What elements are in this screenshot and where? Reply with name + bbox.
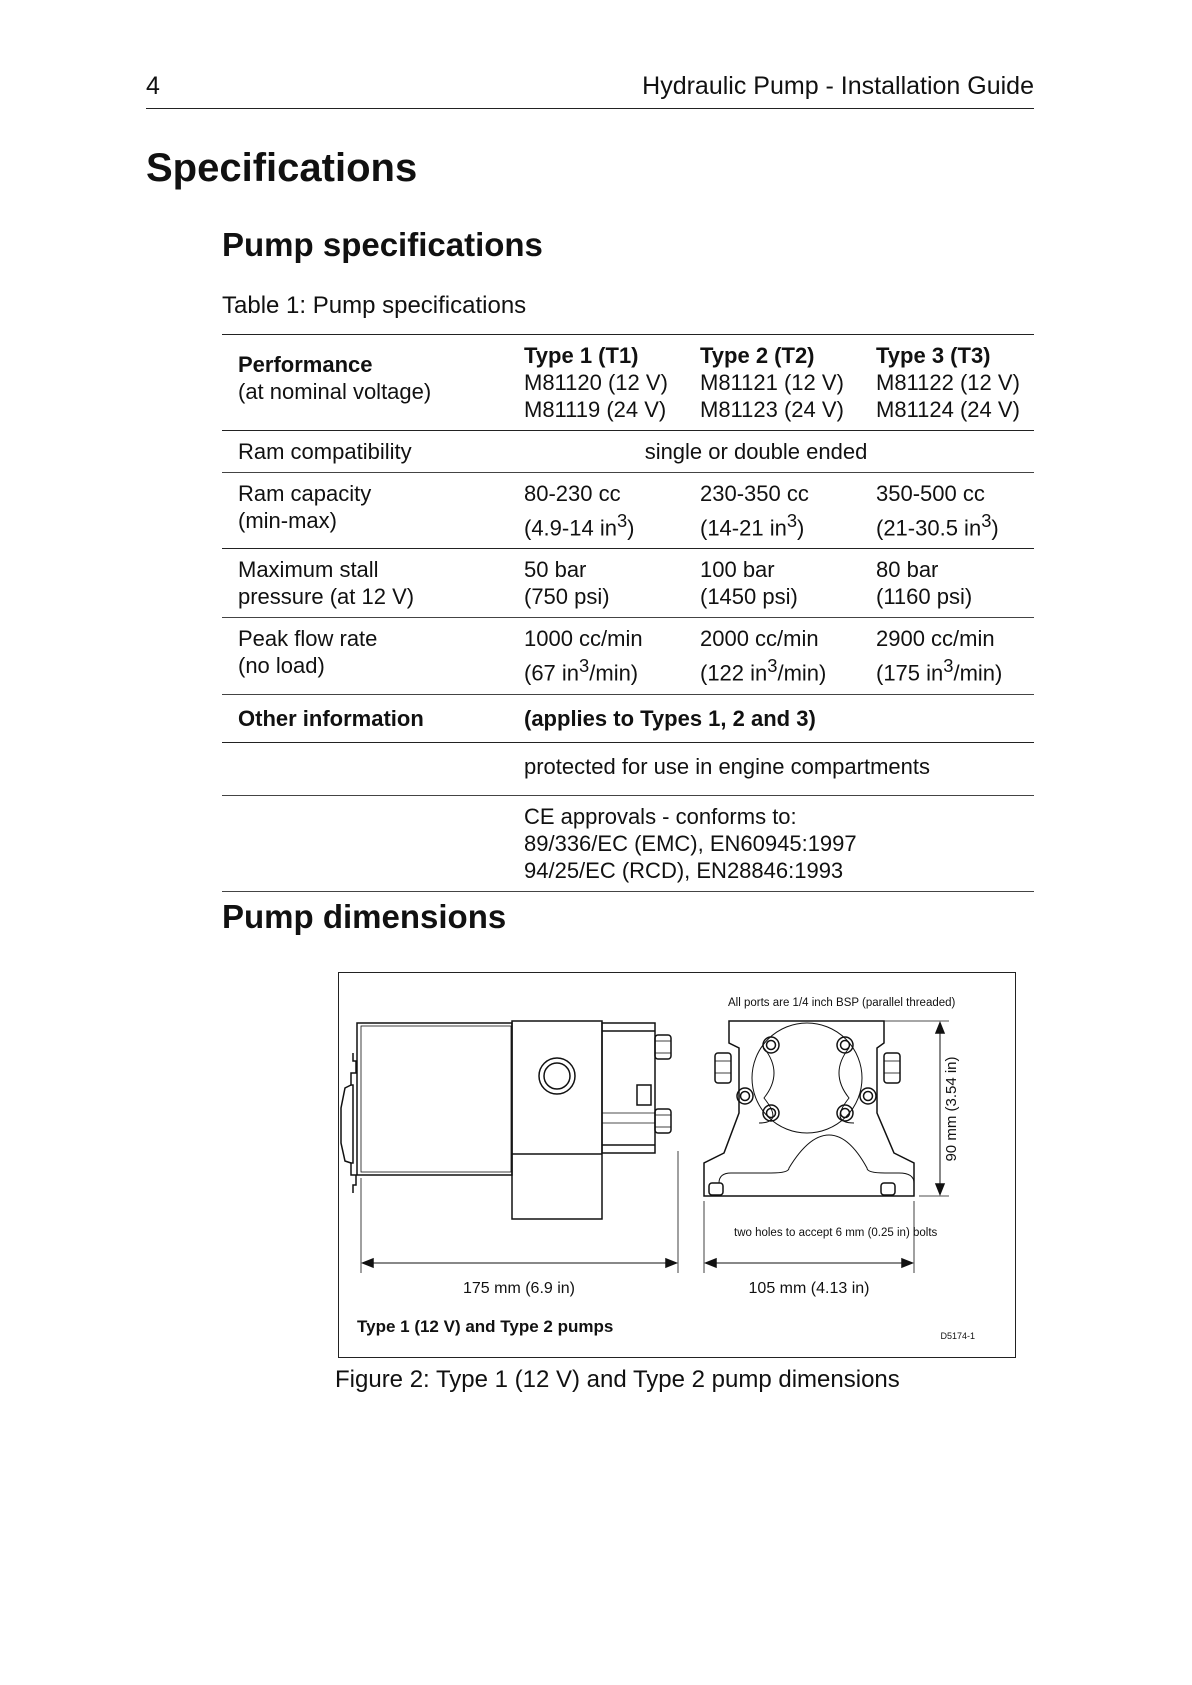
performance-cell — [222, 335, 508, 431]
stall-pressure-t2 — [684, 549, 860, 618]
stall-pressure-row — [222, 549, 1034, 618]
stall-t1-psi: (750 psi) — [524, 584, 610, 610]
drawing-id: D5174-1 — [940, 1331, 975, 1341]
flow-t2-cc: 2000 cc/min — [700, 626, 819, 652]
type2-name: Type 2 (T2) — [700, 343, 815, 368]
flow-rate-t3 — [860, 618, 1034, 694]
flow-rate-t2 — [684, 618, 860, 694]
type1-header — [508, 335, 684, 431]
ram-capacity-row — [222, 473, 1034, 549]
stall-pressure-sublabel: pressure (at 12 V) — [238, 584, 415, 610]
length-label: 175 mm (6.9 in) — [462, 1280, 576, 1297]
ce-line-2: 89/336/EC (EMC), EN60945:1997 — [524, 830, 857, 856]
type1-name: Type 1 (T1) — [524, 343, 639, 368]
ports-note: All ports are 1/4 inch BSP (parallel threaded) — [728, 997, 956, 1009]
pump-type-label: Type 1 (12 V) and Type 2 pumps — [357, 1317, 614, 1336]
ram-capacity-label-cell — [222, 473, 508, 549]
stall-t2-bar: 100 bar — [700, 557, 775, 583]
ce-line-3: 94/25/EC (RCD), EN28846:1993 — [524, 857, 844, 883]
flow-rate-label-cell — [222, 618, 508, 694]
stall-t3-bar: 80 bar — [876, 557, 939, 583]
stall-t1-bar: 50 bar — [524, 557, 587, 583]
protected-row — [222, 742, 1034, 795]
type2-model-24v: M81123 (24 V) — [700, 397, 844, 422]
page-header — [146, 68, 1034, 109]
ram-compat-value: single or double ended — [644, 439, 868, 464]
performance-sublabel: (at nominal voltage) — [238, 379, 432, 404]
stall-t3-psi: (1160 psi) — [876, 584, 973, 610]
ram-compat-label: Ram compatibility — [238, 439, 412, 464]
table-caption: Table 1: Pump specifications — [222, 292, 527, 319]
ram-capacity-sublabel: (min-max) — [238, 508, 337, 533]
type2-header — [684, 335, 860, 431]
type1-model-12v: M81120 (12 V) — [524, 370, 668, 395]
height-dimension-line — [884, 1021, 949, 1196]
width-label: 105 mm (4.13 in) — [748, 1280, 870, 1297]
ram-capacity-t2-in: (14-21 $in^3$) — [700, 510, 805, 541]
stall-pressure-label-cell — [222, 549, 508, 618]
holes-note: two holes to accept 6 mm (0.25 in) bolts — [734, 1227, 938, 1239]
ce-cell — [508, 795, 1034, 891]
type3-header — [860, 335, 1034, 431]
table-header-row — [222, 335, 1034, 431]
stall-pressure-label: Maximum stall — [238, 557, 379, 583]
ram-capacity-t1 — [508, 473, 684, 549]
flow-rate-sublabel: (no load) — [238, 653, 325, 679]
protected-empty — [222, 742, 508, 795]
ce-empty — [222, 795, 508, 891]
ram-capacity-t1-in: (4.9-14 $in^3$) — [524, 510, 635, 541]
ram-capacity-t2-cc: 230-350 cc — [700, 481, 809, 506]
flow-rate-t1 — [508, 618, 684, 694]
stall-pressure-t1 — [508, 549, 684, 618]
ram-capacity-t1-cc: 80-230 cc — [524, 481, 621, 506]
figure-caption: Figure 2: Type 1 (12 V) and Type 2 pump dimensions — [335, 1366, 900, 1393]
ce-row — [222, 795, 1034, 891]
flow-t1-cc: 1000 cc/min — [524, 626, 643, 652]
pump-specs-heading: Pump specifications — [222, 226, 543, 263]
ram-capacity-t3-cc: 350-500 cc — [876, 481, 985, 506]
type3-model-24v: M81124 (24 V) — [876, 397, 1020, 422]
flow-t2-in: (122 $in^3/\min$) — [700, 655, 827, 686]
flow-t3-in: (175 $in^3/\min$) — [876, 655, 1003, 686]
ram-capacity-t3-in: (21-30.5 $in^3$) — [876, 510, 999, 541]
other-info-row — [222, 694, 1034, 742]
flow-t3-cc: 2900 cc/min — [876, 626, 995, 652]
pump-front-view — [704, 1021, 914, 1196]
ram-capacity-t2 — [684, 473, 860, 549]
pump-dimensions-heading: Pump dimensions — [222, 898, 507, 935]
pump-dimension-drawing — [339, 973, 1014, 1356]
length-dimension-line — [361, 1151, 678, 1273]
ram-capacity-label: Ram capacity — [238, 481, 372, 506]
section-title: Specifications — [146, 146, 418, 190]
running-title: Hydraulic Pump - Installation Guide — [642, 72, 1034, 100]
flow-t1-in: (67 $in^3/\min$) — [524, 655, 639, 686]
performance-label: Performance — [238, 352, 373, 377]
protected-text: protected for use in engine compartments — [524, 753, 931, 779]
ce-line-1: CE approvals - conforms to: — [524, 803, 797, 829]
stall-t2-psi: (1450 psi) — [700, 584, 798, 610]
flow-rate-label: Peak flow rate — [238, 626, 378, 652]
pump-side-view — [341, 1021, 671, 1219]
ram-capacity-t3 — [860, 473, 1034, 549]
specs-table — [222, 334, 1034, 892]
flow-rate-row — [222, 618, 1034, 694]
other-info-label: Other information — [238, 705, 424, 731]
other-info-applies: (applies to Types 1, 2 and 3) — [524, 705, 816, 731]
type3-model-12v: M81122 (12 V) — [876, 370, 1020, 395]
ram-compat-row — [222, 431, 1034, 473]
height-label: 90 mm (3.54 in) — [943, 1056, 960, 1162]
type2-model-12v: M81121 (12 V) — [700, 370, 844, 395]
type1-model-24v: M81119 (24 V) — [524, 397, 667, 422]
type3-name: Type 3 (T3) — [876, 343, 991, 368]
page-number: 4 — [146, 72, 160, 100]
stall-pressure-t3 — [860, 549, 1034, 618]
dimension-figure — [338, 972, 1016, 1358]
